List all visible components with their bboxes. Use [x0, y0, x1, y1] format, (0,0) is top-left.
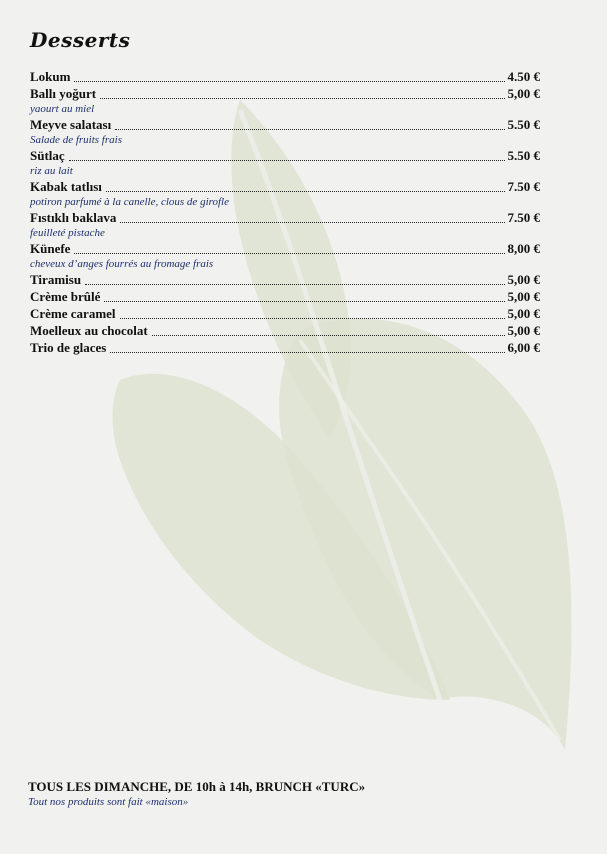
dot-leader	[69, 148, 505, 161]
menu-item-name: Crème caramel	[30, 306, 116, 321]
dot-leader	[120, 210, 504, 223]
menu-item-price: 7.50 €	[507, 210, 540, 225]
dot-leader	[106, 179, 505, 192]
dot-leader	[104, 289, 504, 302]
dot-leader	[74, 69, 504, 82]
menu-item-price: 5,00 €	[507, 306, 540, 321]
menu-item	[30, 116, 540, 133]
menu-item-name: Lokum	[30, 69, 71, 84]
menu-item-description: yaourt au miel	[30, 103, 95, 115]
menu-item	[30, 271, 540, 288]
menu-item-name: Crème brûlé	[30, 289, 101, 304]
dot-leader	[110, 340, 504, 353]
menu-item-price: 5,00 €	[507, 272, 540, 287]
menu-item-name: Künefe	[30, 241, 71, 256]
menu-item-name: Kabak tatlısı	[30, 179, 102, 194]
menu-item	[30, 339, 540, 356]
menu-item-description: feuilleté pistache	[30, 227, 105, 239]
menu-item-description: Salade de fruits frais	[30, 134, 122, 146]
menu-item-price: 5,00 €	[507, 323, 540, 338]
menu-item-price: 5,00 €	[507, 289, 540, 304]
menu-item-price: 5,00 €	[507, 86, 540, 101]
menu-item-name: Fıstıklı baklava	[30, 210, 117, 225]
menu-item	[30, 288, 540, 305]
menu-item	[30, 85, 540, 102]
dot-leader	[85, 272, 504, 285]
menu-item	[30, 178, 540, 195]
menu-item-price: 6,00 €	[507, 340, 540, 355]
menu-item-name: Trio de glaces	[30, 340, 107, 355]
menu-item	[30, 147, 540, 164]
menu-item	[30, 209, 540, 226]
dot-leader	[100, 86, 504, 99]
menu-item-description: potiron parfumé à la canelle, clous de girofle	[30, 196, 229, 208]
menu-item	[30, 68, 540, 85]
dot-leader	[152, 323, 505, 336]
menu-item-price: 4.50 €	[507, 69, 540, 84]
dessert-list	[30, 68, 540, 356]
menu-item-description: cheveux d’anges fourrés au fromage frais	[30, 258, 214, 270]
dot-leader	[120, 306, 505, 319]
menu-item-name: Moelleux au chocolat	[30, 323, 148, 338]
menu-item	[30, 240, 540, 257]
menu-item-name: Ballı yoğurt	[30, 86, 97, 101]
menu-item-name: Sütlaç	[30, 148, 65, 163]
menu-item-price: 5.50 €	[507, 117, 540, 132]
menu-item-name: Tiramisu	[30, 272, 82, 287]
page-title: Desserts	[30, 28, 131, 52]
dot-leader	[115, 117, 504, 130]
menu-item-price: 7.50 €	[507, 179, 540, 194]
menu-item-price: 8,00 €	[507, 241, 540, 256]
menu-item-name: Meyve salatası	[30, 117, 112, 132]
menu-item	[30, 322, 540, 339]
menu-item	[30, 305, 540, 322]
brunch-notice: TOUS LES DIMANCHE, DE 10h à 14h, BRUNCH «TURC»	[28, 779, 366, 794]
dot-leader	[74, 241, 504, 254]
homemade-note: Tout nos produits sont fait «maison»	[28, 796, 189, 808]
menu-item-description: riz au lait	[30, 165, 73, 177]
menu-item-price: 5.50 €	[507, 148, 540, 163]
